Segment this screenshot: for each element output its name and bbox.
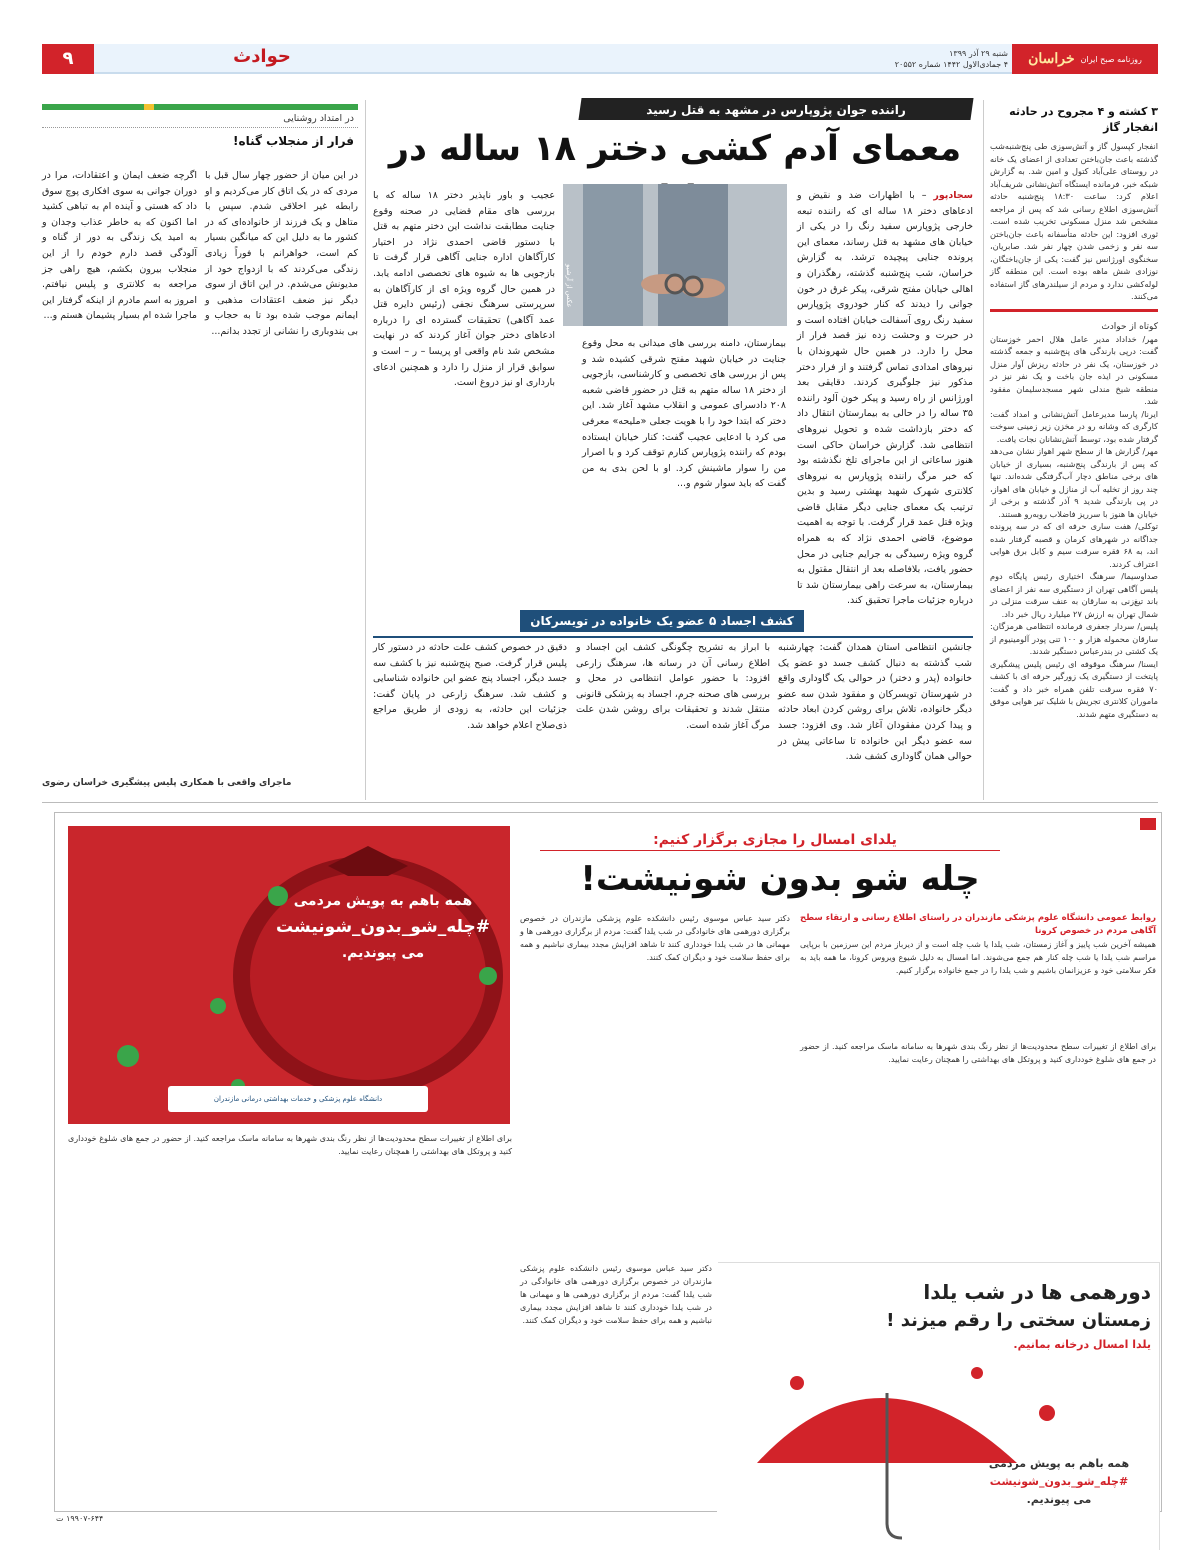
photo-credit: عکس از آرشیو [565,264,573,308]
left-footer: ماجرای واقعی با همکاری پلیس پیشگیری خراسان رضوی [42,778,292,788]
handcuffs-illustration [563,184,787,326]
lead-byline: سجادپور [933,190,973,201]
ad-lead-red: روابط عمومی دانشگاه علوم پزشکی مازندران در راستای اطلاع رسانی و ارتقاء سطح آگاهی مردم در خصوص کرونا [800,913,1156,936]
brief-item: مهر/ گزارش ها از سطح شهر اهواز نشان می‌دهد که پس از بارندگی پنج‌شنبه، بسیاری از خیابان های برخی مناطق دچار آب‌گرفتگی شده‌اند. تنها چند روز از تخلیه آب از منازل و خیابان های اهواز، در پی بارندگی شدید ۹ آذر گذشته و برخی از خیابان ها هنوز با سرریز فاضلاب روبه‌رو هستند. [990,446,1158,519]
ad-lead-text: همیشه آخرین شب پاییز و آغاز زمستان، شب یلدا یا شب چله است و از دیرباز مردم این سرزمین با برپایی مراسم شب یلدا یا شب چله کنار هم جمع می‌شوند. اما امسال به دلیل شیوع ویروس کرونا، ما همه باید به فکر سلامتی خود و عزیزانمان باشیم و شب یلدا را در جمع خانواده برگزار کنیم. [800,940,1156,975]
ad-middle-col [520,912,790,1252]
ad-lead-block [800,912,1156,1032]
sub-headline: کشف اجساد ۵ عضو یک خانواده در تویسرکان [520,610,804,632]
brand-subtitle: روزنامه صبح ایران [1080,54,1142,64]
section-title: حوادث [233,46,291,67]
lead-col-3 [373,188,555,600]
pomegranate-panel [68,826,510,1124]
left-section-label: در امتداد روشنایی [42,110,358,128]
lead-col-1 [797,188,973,607]
column-rule-left [365,100,366,800]
brief-list [990,333,1158,721]
pom-pledge-line3: می پیوندیم. [341,945,425,961]
left-col-1 [205,168,358,728]
ad-lower-mid-text: دکتر سید عباس موسوی رئیس دانشکده علوم پزشکی مازندران در خصوص برگزاری دورهمی های خانوادگی در شب یلدا گفت: مردم از برگزاری دورهمی ها و مهمانی ها در شب یلدا خودداری کنند تا شاهد افزایش مجدد بیماری نباشیم و همه برای حفظ سلامت خود و دیگران کمک کنند. [520,1264,712,1325]
pom-footer-banner: دانشگاه علوم پزشکی و خدمات بهداشتی درمانی مازندران [168,1086,428,1112]
umbrella-line2: زمستان سختی را رقم میزند ! [886,1310,1151,1331]
lead-col-2-text: بیمارستان، دامنه بررسی های میدانی به محل وقوع جنایت در خیابان شهید مفتح شرقی کشیده شد و پس از بررسی های تخصصی و کارشناسی، بازجویی از دختر ۱۸ ساله متهم به قتل در حضور قاضی شعبه ۲۰۸ دادسرای عمومی و انقلاب مشهد آغاز شد. این دختر که ابتدا خود را با هویت جعلی «ملیحه» معرفی می کرد با ادعایی عجیب گفت: کنار خیابان ایستاده بودم که راننده پژوپارس کنارم توقف کرد و با اصرار من را سوار ماشینش کرد. او با لحن بدی به من گفت که باید سوار شوم و... [582,338,786,490]
issue-date-line2: ۴ جمادی‌الاول ۱۴۴۲ شماره ۲۰۵۵۲ [894,60,1008,69]
ad-kicker: یلدای امسال را مجازی برگزار کنیم: [653,832,897,848]
umbrella-slogan [839,1277,1151,1355]
issue-date-line1: شنبه ۲۹ آذر ۱۳۹۹ [949,49,1008,58]
right-column [990,104,1158,720]
brand-block [1012,44,1158,74]
sub-col-1-text: جانشین انتظامی استان همدان گفت: چهارشنبه شب گذشته به دنبال کشف جسد دو عضو یک خانواده (پدر و دختر) در حوالی یک گاوداری واقع در شهرستان تویسرکان و مفقود شدن سه عضو دیگر خانواده، تلاش برای روشن کردن ابعاد حادثه و پیدا کردن مفقودان آغاز شد. وی افزود: جسد سه عضو دیگر این خانواده تا ساعاتی پیش در حوالی همان گاوداری کشف شد. [778,642,972,763]
lead-photo [563,184,787,326]
issue-date [866,48,1008,70]
ad-headline: چله شو بدون شونیشت! [580,859,980,899]
column-rule-right [983,100,984,800]
left-color-strip [42,104,358,110]
lead-col-2 [582,336,786,600]
ad-corner-badge [1140,818,1156,830]
brief-item: صداوسیما/ سرهنگ اختیاری رئیس پایگاه دوم پلیس آگاهی تهران از دستگیری سه نفر از اعضای باند تیغ‌زنی به سارقان به عنف سرقت منزلی در شمال تهران به ارزش ۲۷ میلیارد ریال خبر داد. [990,571,1158,619]
lead-headline: معمای آدم کشی دختر ۱۸ ساله در [388,129,962,169]
right-column-body: انفجار کپسول گاز و آتش‌سوزی طی پنج‌شنبه‌شب گذشته باعث جان‌باختن تعدادی از اعضای یک خانه در روستای علی‌آباد کتول و امین شد. به گزارش شبکه خبر، فرمانده ایستگاه آتش‌نشانی شریف‌آباد اعلام کرد: ساعت ۱۸:۳۰ پنج‌شنبه حادثه آتش‌سوزی اطلاع رسانی شد که پس از مراجعه مشخص شد منزل مسکونی تخریب شده است. ثوری افزود: این حادثه متأسفانه باعث جان‌باختن سه نفر و زخمی شدن چهار نفر شد. صابریان، سخنگوی اورژانس نیز گفت: یکی از جان‌باختگان، نوزادی شش ماهه بوده است. این منطقه گاز لوله‌کشی ندارد و مردم از سیلندرهای گاز استفاده می‌کنند. [990,141,1158,301]
sub-col-2-text: با ابراز به تشریح چگونگی کشف این اجساد و اطلاع رسانی آن در رسانه ها، سرهنگ زارعی افزود: با حضور عوامل انتظامی در محل و بررسی های صحنه جرم، اجساد به پزشکی قانونی منتقل شدند و تحقیقات برای روشن شدن علت مرگ آغاز شده است. [576,642,770,731]
pom-pledge [268,888,498,966]
ad-lower-mid [520,1262,712,1502]
ad-lower-left [68,1132,512,1502]
brief-item: پلیس/ سردار جعفری فرمانده انتظامی هرمزگان: سارقان محموله هزار و ۱۰۰ تنی پودر آلومینیوم از یک کشتی در بندرعباس دستگیر شدند. [990,621,1158,656]
ad-right-col [800,1040,1156,1252]
brief-item: مهر/ خداداد مدیر عامل هلال احمر خوزستان گفت: درپی بارندگی های پنج‌شنبه و جمعه گذشته در خوزستان، یک نفر در حادثه ریزش آوار منزل مسکونی در ایذه جان باخت و یک نفر نیز در منطقه شیخ مندلی شهر مسجدسلیمان مفقود شد. [990,333,1158,406]
sub-col-3-text: دقیق در خصوص کشف علت حادثه در دستور کار پلیس قرار گرفت. صبح پنج‌شنبه نیز با کشف سه جسد دیگر، اجساد پنج عضو این خانواده شناسایی و کشف شد. سرهنگ زارعی در پایان گفت: جزئیات این حادثه، به زودی از طریق مراجع ذی‌صلاح اعلام خواهد شد. [373,642,567,731]
right-column-title: ۳ کشته و ۴ مجروح در حادثه انفجار گاز [1009,105,1158,134]
ad-right-text: برای اطلاع از تغییرات سطح محدودیت‌ها از نظر رنگ بندی شهرها به سامانه ماسک مراجعه کنید. از حضور در جمع های شلوغ خودداری کنید و پروتکل های بهداشتی را همچنان رعایت نمایید. [800,1042,1156,1064]
ad-code: ۱۹۹۰۷-۶۴۴ ت [56,1514,104,1523]
sub-story-rule [373,636,973,638]
ad-kicker-rule [540,850,1000,851]
left-column [42,104,358,154]
brief-header-label: کوتاه از حوادث [1101,321,1158,332]
umbrella-panel [718,1262,1160,1550]
pomegranate-icon [68,826,510,1124]
pom-hashtag: #چله_شو_بدون_شونیشت [276,917,490,937]
left-col-1-text: در این میان از حضور چهار سال قبل با مردی که در یک اتاق کار می‌کردیم و او رابطه غیر اخلاقی شدم. سپس با متاهل و یک فرزند از خانواده‌ای که در کشور ما به دلیل این که میانگین بسیار کم است، خواهرانم با فوراً زیادی زندگی می‌کردند که با ازدواج خود از مدیونش می‌شدم. در این اتاق از سوی دیگر نیز ضعف اعتقادات مذهبی و ایمانم موجب شده بود تا به حجاب و بی بندوباری را نشانی از تجدد بدانم... [205,170,358,337]
brief-item: ایرنا/ پارسا مدیرعامل آتش‌نشانی و امداد گفت: کارگری که وشانه رو در مخزن زیر زمینی سوخت گرفتار شده بود، توسط آتش‌نشانان نجات یافت. [990,408,1158,444]
ad-middle-text: دکتر سید عباس موسوی رئیس دانشکده علوم پزشکی مازندران در خصوص برگزاری دورهمی های خانوادگی در شب یلدا گفت: مردم از برگزاری دورهمی ها و مهمانی ها در شب یلدا خودداری کنند تا شاهد افزایش مجدد بیماری نباشیم و همه برای حفظ سلامت خود و دیگران کمک کنند. [520,914,790,962]
brief-item: توکلی/ هفت ساری حرفه ای که در سه پرونده جداگانه در شهرهای کرمان و قصبه گرفتار شده اند، به ۶۸ فقره سرقت سیم و کابل برق هوایی اعتراف کردند. [990,521,1159,569]
lead-col-1-text: – با اظهارات ضد و نقیض و ادعاهای دختر ۱۸ ساله ای که راننده تبعه خارجی پژوپارس سفید رنگ را در یکی از خیابان های مشهد به قتل رساند، معمای این پرونده جنایی پیچیده ترشد. به گزارش خراسان، شب پنج‌شنبه گذشته، رهگذران و اهالی خیابان مفتح شرقی، پیکر غرق در خون جوانی را دیدند که کنار خودروی پژوپارس سفید رنگ روی آسفالت خیابان افتاده است و در حیرت و وحشت زده نیز قصد فرار از محل را دارد. در همین حال شهروندان با نیروهای امدادی تماس گرفتند و از فرار دختر مذکور نیز جلوگیری کردند. دقایقی بعد اورژانس از راه رسید و پیکر خون آلود راننده ۳۵ ساله را در حالی به بیمارستان انتقال داد که دختر بازداشت شده و تحویل نیروهای انتظامی شد. گزارش خراسان حاکی است هنوز ساعاتی از این ماجرای تلخ نگذشته بود که خبر مرگ راننده پژوپارس به نیروهای کلانتری شهرک شهید بهشتی رسید و بدین ترتیب یک معمای جنایی دیگر مقابل قاضی ویژه قتل عمد قرار گرفت. با توجه به اهمیت موضوع، قاضی احمدی نژاد که به همراه گروه ویژه رسیدگی به جرایم جنایی در محل حضور یافت، بلافاصله بعد از انتقال مقتول به بیمارستان، به سرعت راهی بیمارستان شد تا درباره جزئیات ماجرا تحقیق کند. [797,190,973,607]
umbrella-pledge-line1: همه باهم به پویش مردمی [988,1457,1130,1470]
sub-col-3 [373,640,567,790]
brief-header [990,309,1158,333]
umbrella-hashtag: #چله_شو_بدون_شونیشت [989,1475,1129,1488]
brief-item: ایسنا/ سرهنگ موقوفه ای رئیس پلیس پیشگیری پایتخت از دستگیری یک زورگیر حرفه ای با کشف ۷۰ فقره سرقت تلفن همراه خبر داد و گفت: ماموران کلانتری تجریش با شلیک تیر هوایی موفق به دستگیری متهم شدند. [990,658,1158,719]
left-col-2 [42,168,197,728]
umbrella-line1: دورهمی ها در شب یلدا [923,1280,1151,1304]
bottom-rule [42,802,1158,803]
brand-logo: خراسان [1028,51,1075,67]
umbrella-pledge-line3: می پیوندیم. [1026,1493,1092,1506]
page-number: ۹ [42,44,94,74]
sub-col-2 [576,640,770,790]
left-col-2-text: اگرچه ضعف ایمان و اعتقادات، مرا در دوران جوانی به سوی افکاری پوچ سوق داد که هستی و آینده ام به تباهی کشید اما اکنون که به خاطر عذاب وجدان و به امید یک زندگی به دور از گناه و آلودگی قصد دارم خودم را از این منجلاب بیرون بکشم، هیچ راهی جز مراجعه به کلانتری و پلیس نیافتم. امروز به اسم مادرم از اینکه گرفتار این ماجرا شده ام بسیار پشیمان هستم و... [42,170,197,322]
ad-lower-left-text: برای اطلاع از تغییرات سطح محدودیت‌ها از نظر رنگ بندی شهرها به سامانه ماسک مراجعه کنید. از حضور در جمع های شلوغ خودداری کنید و پروتکل های بهداشتی را همچنان رعایت نمایید. [68,1134,512,1156]
umbrella-line3: یلدا امسال درخانه بمانیم. [1013,1338,1151,1351]
pom-pledge-line1: همه باهم به پویش مردمی [293,893,473,909]
sub-col-1 [778,640,972,790]
lead-col-3-text: عجیب و باور ناپذیر دختر ۱۸ ساله که با بررسی های مقام قضایی در صحنه وقوع جنایت مطابقت نداشت این دختر متهم به قتل با دستور قاضی احمدی نژاد در اختیار کارآگاهان اداره جنایی آگاهی قرار گرفت تا بازجویی ها به شیوه های تخصصی ادامه یابد. در همین حال گروه ویژه ای از کارآگاهان به سرپرستی سرهنگ نجفی (رئیس دایره قتل عمد آگاهی) تحقیقات گسترده ای را درباره ادعاهای دختر جوان آغاز کردند که در نهایت مشخص شد نام واقعی او پریسا – ر – است و سوابق قرار از منزل را دارد و همچنین ادعای بارداری او نیز دروغ است. [373,190,555,389]
left-title: فرار از منجلاب گناه! [233,134,354,148]
umbrella-pledge [979,1455,1139,1509]
lead-kicker: راننده جوان پژوپارس در مشهد به قتل رسید [646,103,906,117]
